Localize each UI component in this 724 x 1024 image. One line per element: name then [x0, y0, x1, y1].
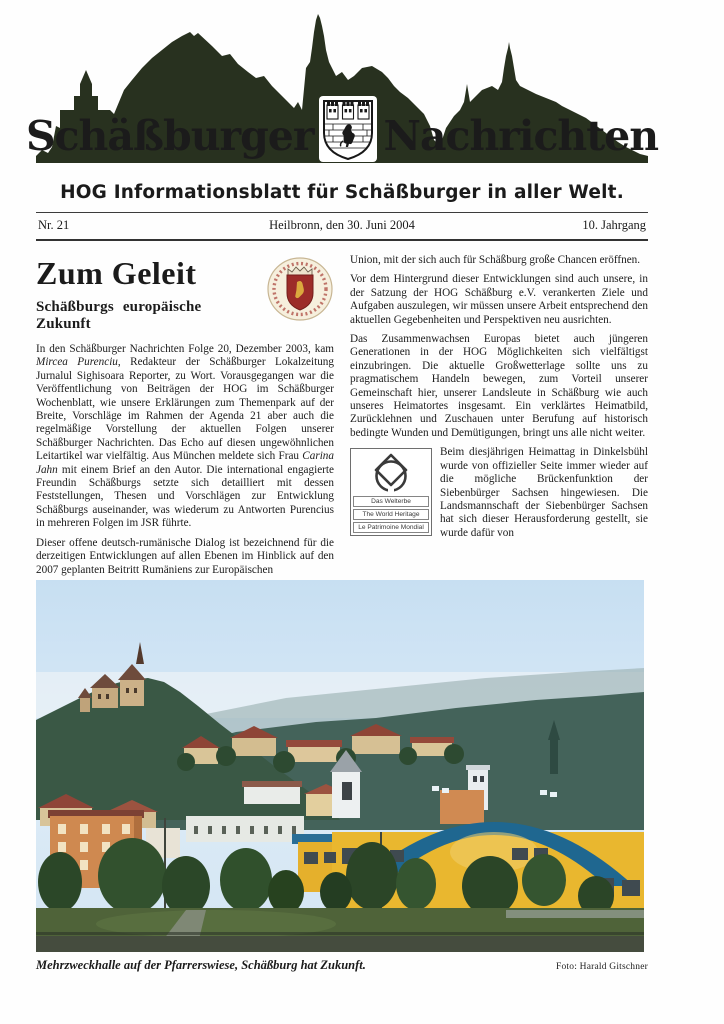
article-column-right — [350, 254, 648, 572]
article — [36, 254, 648, 576]
person-name: Carina Jahn — [36, 450, 334, 476]
photo-credit: Foto: Harald Gitschner — [556, 962, 648, 972]
paragraph-text: mit einem Brief an den Autor. Die international engagierte Freundin Schäßburgs setzte sich detailliert mit dessen Feststellungen, Thesen und Vorschlägen zur Entwicklung Schäßburgs auseinander, was wiederum zu Antworten Purencius in mehreren Folgen im JSR führte. — [36, 463, 334, 530]
world-heritage-label-de: Das Welterbe — [353, 496, 429, 507]
photo-caption-row — [36, 958, 648, 973]
world-heritage-label-fr: Le Patrimoine Mondial — [353, 522, 429, 533]
masthead — [25, 0, 659, 212]
photo-mehrzweckhalle — [36, 580, 644, 952]
article-title: Zum Geleit — [36, 255, 197, 291]
world-heritage-badge — [350, 448, 432, 536]
masthead-title — [25, 110, 659, 162]
issue-volume: 10. Jahrgang — [582, 218, 646, 232]
article-paragraph: Das Zusammenwachsen Europas bietet auch jüngeren Generationen in der HOG Möglichkeiten sich vielfältigst einzubringen. Die aktuelle Großwetterlage sollte uns zu pragmatischem Handeln bewegen, zum Vorteil unserer Gemeinschaft hier, unserer Landsleute in Schäßburg wie auch unseres Heimatortes insgesamt. Ein verklärtes Heimatbild, Zurücklehnen und Zuschauen unter Berufung auf historisch bedingte Wunden und Demütigungen, bringt uns alle nicht weiter. — [350, 333, 648, 439]
masthead-title-right: Nachrichten — [383, 111, 659, 160]
masthead-title-left: Schäßburger — [25, 111, 314, 160]
article-paragraph — [36, 343, 334, 531]
page-content — [25, 0, 659, 973]
article-subtitle: Schäßburgs europäische Zukunft — [36, 299, 202, 332]
world-heritage-emblem-icon — [368, 452, 414, 494]
coat-of-arms-icon — [319, 96, 377, 162]
photo-figure — [36, 580, 648, 973]
issue-number: Nr. 21 — [38, 218, 70, 232]
paragraph-text: Beim diesjährigen Heimattag in Dinkelsbühl wurde von offizieller Seite immer wieder auf die mögliche Brückenfunktion der Siebenbürger Sachsen hingewiesen. Die Landsmannschaft der Siebenbürger Sachsen hat sich dieser Herausforderung gestellt, sie wurde dafür von — [440, 446, 648, 539]
article-paragraph: Union, mit der sich auch für Schäßburg große Chancen eröffnen. — [350, 254, 641, 266]
person-name: Mircea Purenciu — [36, 356, 118, 369]
article-paragraph — [350, 446, 648, 540]
masthead-subtitle: HOG Informationsblatt für Schäßburger in aller Welt. — [60, 182, 624, 203]
world-heritage-label-en: The World Heritage — [353, 509, 429, 520]
article-paragraph: Vor dem Hintergrund dieser Entwicklungen sind auch unsere, in der Satzung der HOG Schäßburg e.V. verankerten Ziele und Aufgaben auszulegen, wir müssen unsere Arbeit entsprechend den aktuellen Gegebenheiten und Perspektiven neu ausrichten. — [350, 273, 648, 326]
issue-place-date: Heilbronn, den 30. Juni 2004 — [269, 218, 415, 232]
article-column-left — [36, 254, 334, 576]
issue-bar — [36, 212, 648, 241]
paragraph-text: , Redakteur der Schäßburger Lokalzeitung Jurnalul Sighisoara Reporter, zu Wort. Vorausgegangen war die Veröffentlichung von Beiträgen der HOG im Schäßburger Wochenblatt, wie unsere Erklärungen zum Themenpark auf der Breite, Vorschläge im Rahmen der Agenda 21 aber auch die regelmäßige Vorstellung der aktuellen Folgen unserer Schäßburger Nachrichten. Das Echo auf diesen ungewöhnlichen Leitartikel war vielfältig. Aus München meldete sich Frau — [36, 356, 334, 463]
photo-caption: Mehrzweckhalle auf der Pfarrerswiese, Schäßburg hat Zukunft. — [36, 958, 366, 972]
article-paragraph: Dieser offene deutsch-rumänische Dialog ist bezeichnend für die derzeitigen Entwicklungen auf allen Ebenen im Hinblick auf den 2007 geplanten Beitritt Rumäniens zur Europäischen — [36, 536, 334, 576]
hog-seal-icon — [266, 256, 334, 322]
paragraph-text: In den Schäßburger Nachrichten Folge 20, Dezember 2003, kam — [36, 343, 334, 355]
